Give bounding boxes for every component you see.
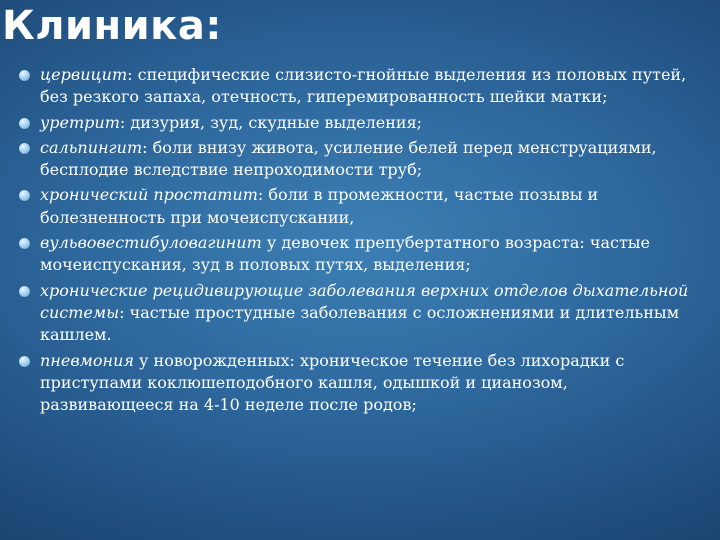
bullet-text: : боли внизу живота, усиление белей перед менструациями, бесплодие вследствие непроходимости труб; <box>40 137 657 180</box>
bullet-text: : специфические слизисто-гнойные выделения из половых путей, без резкого запаха, отечность, гиперемированность шейки матки; <box>40 65 687 107</box>
bullet-item <box>18 350 698 417</box>
bullet-item <box>18 112 698 134</box>
bullet-term: хронические рецидивирующие заболевания верхних отделов дыхательной системы <box>40 280 689 322</box>
bullet-term: уретрит <box>40 112 120 132</box>
bullet-item <box>18 232 698 277</box>
bullet-dot-icon <box>19 70 30 81</box>
bullet-item <box>18 280 698 347</box>
bullet-dot-icon <box>19 286 30 297</box>
bullet-dot-icon <box>19 356 30 367</box>
bullet-term: пневмония <box>40 350 134 370</box>
bullet-text: : боли в промежности, частые позывы и болезненность при мочеиспускании, <box>40 185 599 227</box>
bullet-text: : частые простудные заболевания с осложнениями и длительным кашлем. <box>40 302 680 345</box>
bullet-term: сальпингит <box>40 137 143 157</box>
bullet-item <box>18 184 698 229</box>
slide-title: Клиника: <box>2 3 222 49</box>
bullet-term: цервицит <box>40 65 128 84</box>
bullet-dot-icon <box>19 143 30 154</box>
bullet-item <box>18 64 698 109</box>
bullet-list <box>18 64 698 419</box>
bullet-term: вульвовестибуловагинит <box>40 233 262 253</box>
bullet-text: : дизурия, зуд, скудные выделения; <box>119 112 423 132</box>
bullet-text: у девочек препубертатного возраста: частые мочеиспускания, зуд в половых путях, выделения; <box>40 233 651 275</box>
bullet-item <box>18 137 698 182</box>
bullet-dot-icon <box>19 118 30 129</box>
bullet-term: хронический простатит <box>40 185 258 205</box>
bullet-dot-icon <box>19 190 30 201</box>
bullet-text: у новорожденных: хроническое течение без лихорадки с приступами коклюшеподобного кашля, одышкой и цианозом, развивающееся на 4-10 неделе после родов; <box>40 350 625 415</box>
bullet-dot-icon <box>19 238 30 249</box>
